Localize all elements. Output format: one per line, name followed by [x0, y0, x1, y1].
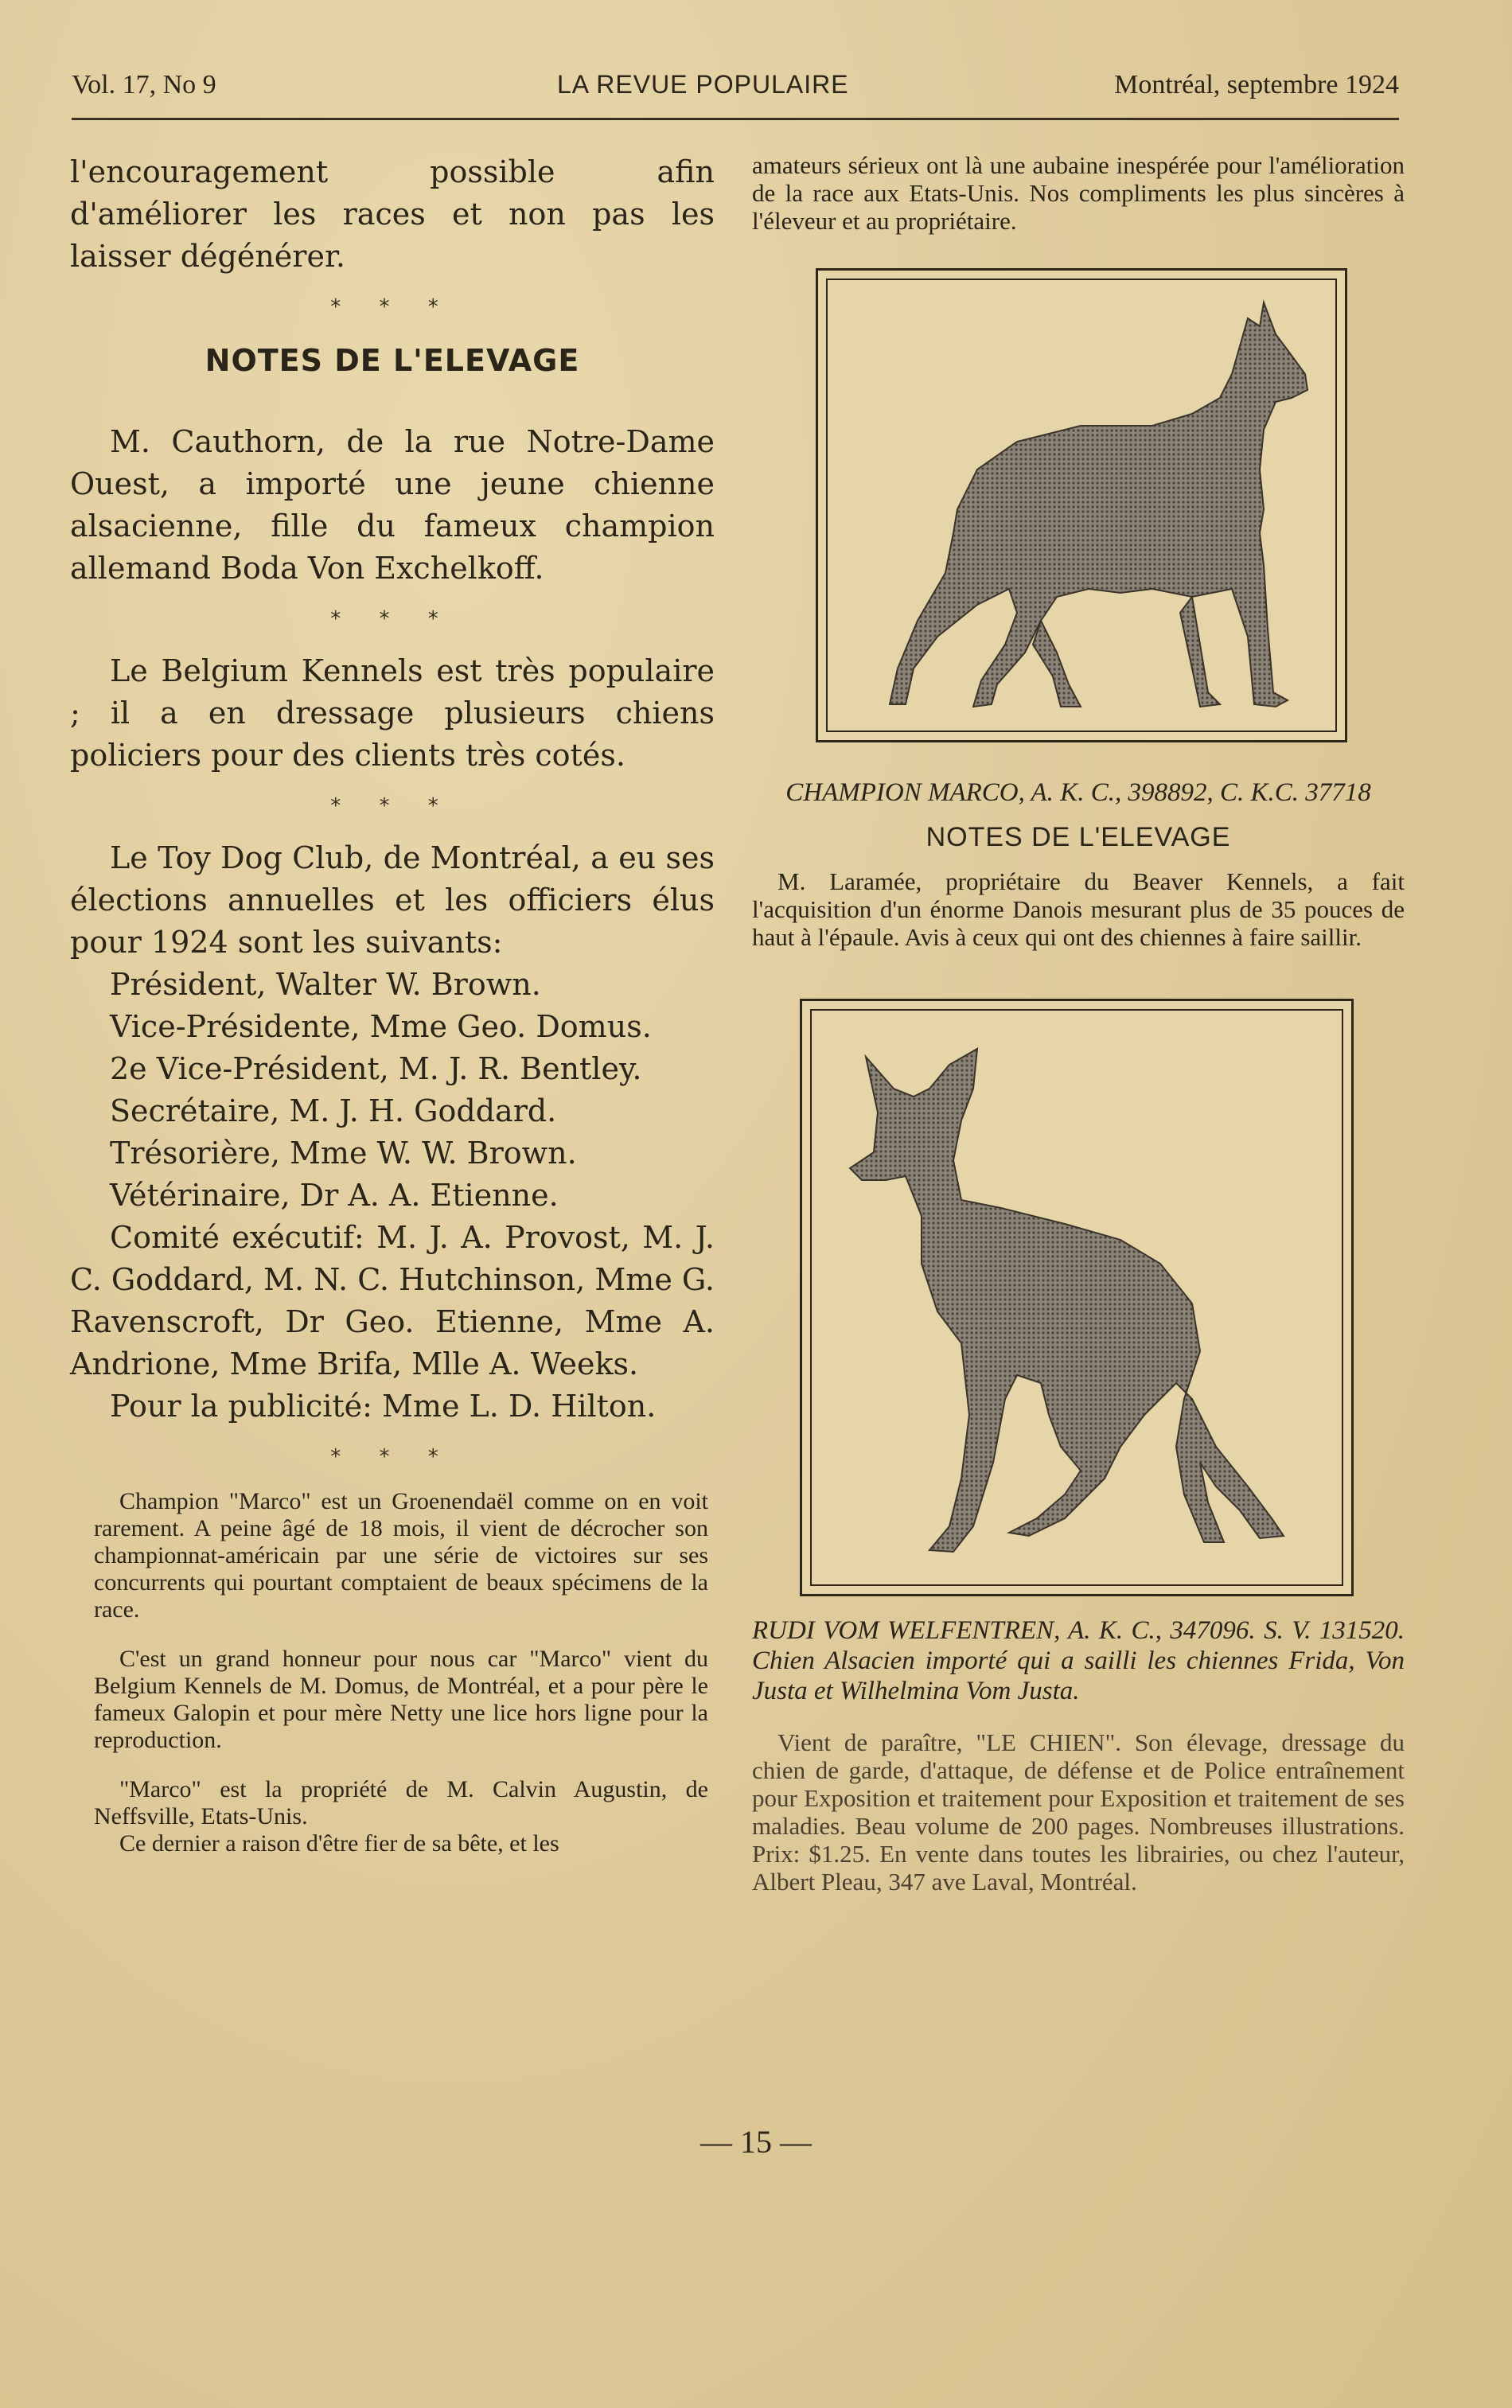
separator-stars: * * *	[330, 794, 454, 818]
caption-champion-marco: CHAMPION MARCO, A. K. C., 398892, C. K.C. 37718	[785, 778, 1371, 807]
dog-silhouette-image	[802, 1001, 1351, 1594]
header-rule	[72, 118, 1399, 120]
photo-champion-marco	[816, 268, 1347, 742]
separator-stars: * * *	[330, 295, 454, 319]
intro-paragraph: l'encouragement possible afin d'améliorer les races et non pas les laisser dégénérer.	[70, 154, 715, 274]
officer-vice-president: Vice-Présidente, Mme Geo. Domus.	[110, 1009, 652, 1044]
marco-paragraph-2: C'est un grand honneur pour nous car "Marco" vient du Belgium Kennels de M. Domus, de Montréal, et a pour père le fameux Galopin et pour mère Netty une lice hors ligne pour la reproduction.	[94, 1646, 708, 1753]
officer-publicity: Pour la publicité: Mme L. D. Hilton.	[110, 1389, 657, 1424]
marco-paragraph-3: "Marco" est la propriété de M. Calvin Augustin, de Neffsville, Etats-Unis.	[94, 1776, 708, 1829]
cauthorn-paragraph: M. Cauthorn, de la rue Notre-Dame Ouest, a importé une jeune chienne alsacienne, fille du fameux champion allemand Boda Von Exchelkoff.	[70, 424, 715, 586]
officer-veterinarian: Vétérinaire, Dr A. A. Etienne.	[110, 1178, 559, 1213]
section-heading: NOTES DE L'ELEVAGE	[205, 343, 580, 378]
book-advertisement: Vient de paraître, "LE CHIEN". Son élevage, dressage du chien de garde, d'attaque, de défense et de Police entraînement pour Exposition et traitement pour Exposition et traitement de ses maladies. Beau volume de 200 pages. Nombreuses illustrations. Prix: $1.25. En vente dans toutes les librairies, ou chez l'auteur, Albert Pleau, 347 ave Laval, Montréal.	[752, 1728, 1405, 1896]
officer-secretary: Secrétaire, M. J. H. Goddard.	[110, 1093, 557, 1128]
page-number: — 15 —	[700, 2124, 812, 2160]
issue-date: Montréal, septembre 1924	[1114, 70, 1399, 99]
notes-heading-2: NOTES DE L'ELEVAGE	[926, 822, 1231, 852]
continued-paragraph: amateurs sérieux ont là une aubaine inespérée pour l'amélioration de la race aux Etats-Unis. Nos compliments les plus sincères à l'éleveur et au propriétaire.	[752, 151, 1405, 235]
laramee-paragraph: M. Laramée, propriétaire du Beaver Kennels, a fait l'acquisition d'un énorme Danois mesurant plus de 35 pouces de haut à l'épaule. Avis à ceux qui ont des chiennes à faire saillir.	[752, 867, 1405, 951]
right-column	[752, 151, 1405, 1896]
marco-paragraph-4: Ce dernier a raison d'être fier de sa bête, et les	[119, 1830, 559, 1857]
left-column	[70, 151, 715, 1857]
officer-executive-committee: Comité exécutif: M. J. A. Provost, M. J. C. Goddard, M. N. C. Hutchinson, Mme G. Ravenscroft, Dr Geo. Etienne, Mme A. Andrione, Mme Brifa, Mlle A. Weeks.	[70, 1220, 715, 1381]
belgium-kennels-paragraph: Le Belgium Kennels est très populaire ; il a en dressage plusieurs chiens policiers pour des clients très cotés.	[70, 653, 715, 773]
separator-stars: * * *	[330, 607, 454, 631]
marco-paragraph-1: Champion "Marco" est un Groenendaël comme on en voit rarement. A peine âgé de 18 mois, il vient de décrocher son championnat-américain par une série de victoires sur ses concurrents qui pourtant comptaient de beaux spécimens de la race.	[94, 1488, 708, 1623]
officer-treasurer: Trésorière, Mme W. W. Brown.	[110, 1136, 577, 1171]
caption-rudi-vom-welfentren: RUDI VOM WELFENTREN, A. K. C., 347096. S. V. 131520. Chien Alsacien importé qui a sailli les chiennes Frida, Von Justa et Wilhelmina Vom Justa.	[752, 1616, 1405, 1705]
toy-dog-club-paragraph: Le Toy Dog Club, de Montréal, a eu ses élections annuelles et les officiers élus pour 1924 sont les suivants:	[70, 840, 715, 960]
page-header	[72, 65, 1399, 110]
publication-title: LA REVUE POPULAIRE	[557, 70, 849, 99]
photo-rudi-vom-welfentren	[800, 999, 1354, 1596]
officer-president: Président, Walter W. Brown.	[110, 967, 541, 1002]
dog-silhouette-image	[818, 271, 1345, 740]
officer-second-vice-president: 2e Vice-Président, M. J. R. Bentley.	[110, 1051, 642, 1086]
separator-stars: * * *	[330, 1445, 454, 1469]
volume-number: Vol. 17, No 9	[72, 70, 216, 99]
